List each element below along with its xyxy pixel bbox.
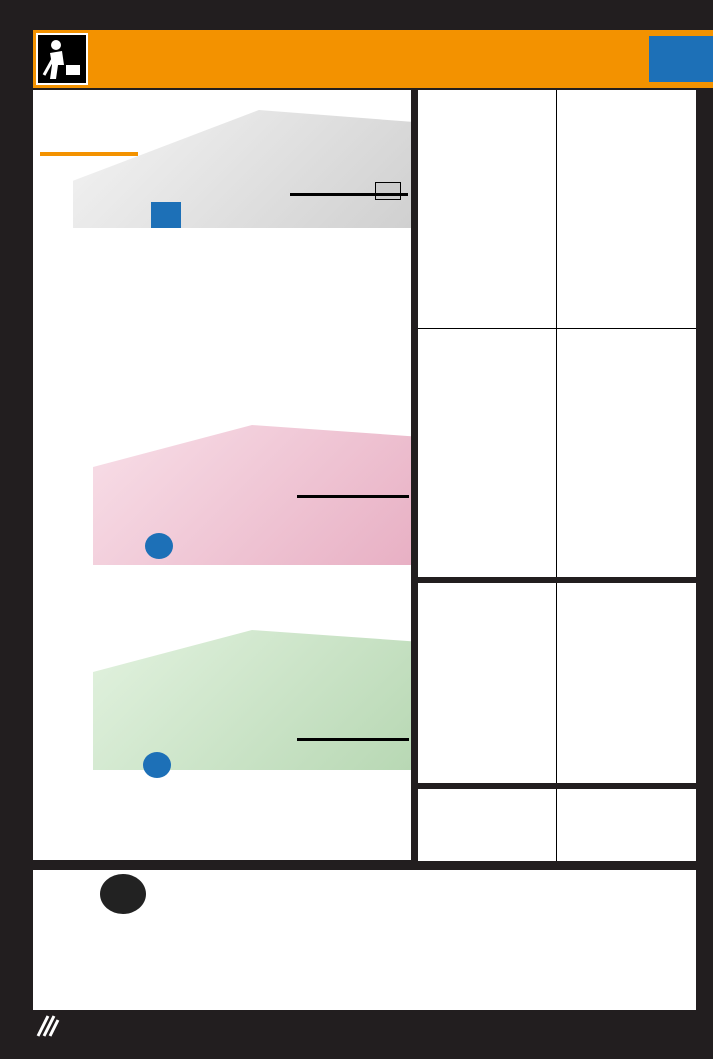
gkbi-eco	[298, 739, 408, 740]
gkb-palet-box	[290, 193, 408, 196]
energy-icon	[151, 202, 181, 228]
worker-icon	[38, 35, 86, 83]
screws-panel	[418, 789, 696, 861]
tape-image	[100, 874, 146, 914]
gkf-palet-box	[297, 495, 409, 498]
gkf-eco	[298, 496, 408, 497]
obi-logo-icon	[36, 1014, 60, 1038]
palet-icon	[375, 182, 401, 200]
knauf-logo	[649, 36, 713, 82]
page-header	[33, 30, 713, 88]
gkf-table	[33, 568, 411, 606]
thickness-badge	[40, 152, 138, 156]
fire-resistant-icon	[145, 533, 173, 559]
gips-carton-panel	[33, 90, 411, 860]
gkbi-palet-box	[297, 738, 409, 741]
profiles-panel	[418, 90, 696, 577]
moisture-icon	[143, 752, 171, 778]
project-logo	[36, 33, 88, 85]
gkbi-board-image	[93, 630, 411, 770]
gkbi-table	[33, 786, 411, 816]
gkb-eco	[291, 194, 407, 195]
gkb-table-9-5	[33, 236, 411, 272]
tape-table	[37, 924, 223, 962]
glet-panel	[418, 583, 696, 783]
gkb-board-image	[73, 110, 411, 228]
gkb-table-12-5	[33, 330, 411, 368]
